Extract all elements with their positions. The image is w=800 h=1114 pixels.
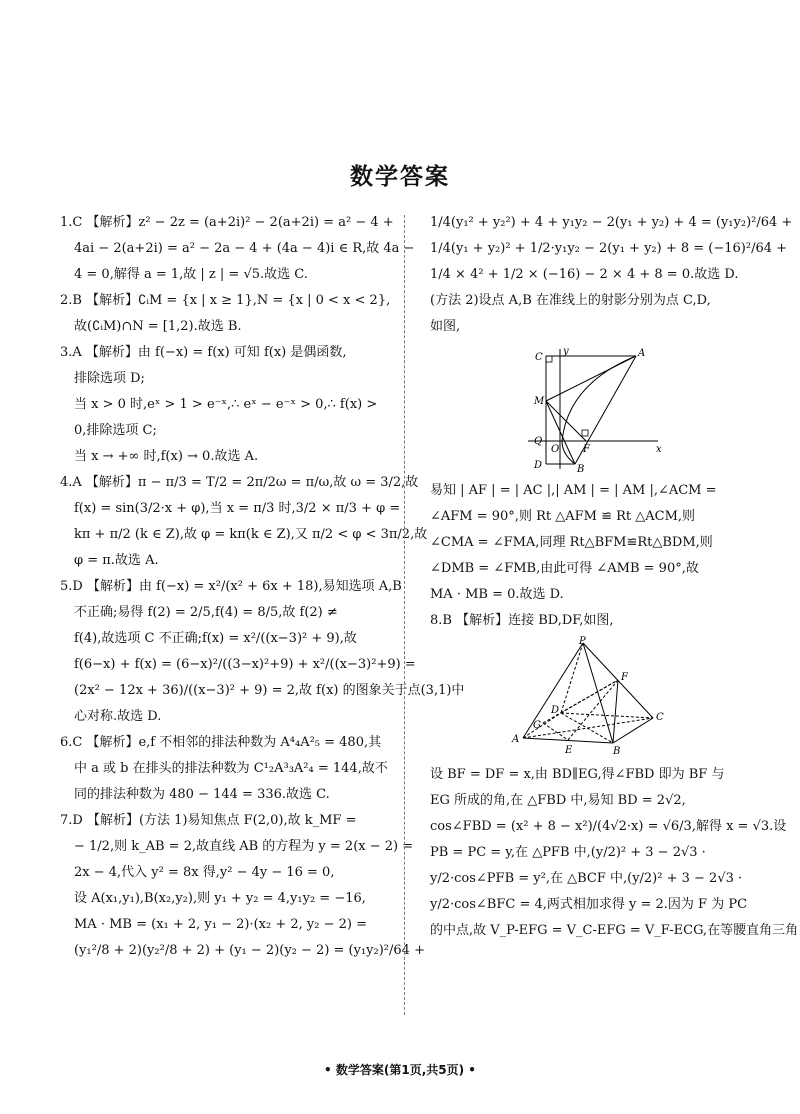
- text-line: MA · MB = (x₁ + 2, y₁ − 2)·(x₂ + 2, y₂ − 2) =: [74, 917, 368, 932]
- text-line: 5.D 【解析】由 f(−x) = x²/(x² + 6x + 18),易知选项 A,B: [60, 579, 402, 594]
- text-line: kπ + π/2 (k ∈ Z),故 φ = kπ(k ∈ Z),又 π/2 < φ < 3π/2,故: [74, 527, 428, 542]
- question-7: [60, 808, 425, 964]
- text-line: 2.B 【解析】∁ᵢM = {x | x ≥ 1},N = {x | 0 < x < 2},: [60, 293, 391, 308]
- q7-continuation: [430, 210, 793, 340]
- column-divider: [404, 215, 405, 1015]
- text-line: 0,排除选项 C;: [74, 423, 157, 438]
- text-line: 同的排法种数为 480 − 144 = 336.故选 C.: [74, 787, 330, 802]
- fig2-label-E: E: [564, 745, 572, 756]
- question-4: [60, 470, 428, 574]
- text-line: 7.D 【解析】(方法 1)易知焦点 F(2,0),故 k_MF =: [60, 813, 357, 828]
- question-5: [60, 574, 465, 730]
- parabola-figure: [518, 344, 668, 474]
- text-line: f(x) = sin(3/2·x + φ),当 x = π/3 时,3/2 × π/3 + φ =: [74, 501, 401, 516]
- text-line: 排除选项 D;: [74, 371, 145, 386]
- text-line: 当 x > 0 时,eˣ > 1 > e⁻ˣ,∴ eˣ − e⁻ˣ > 0,∴ f(x) >: [74, 397, 378, 412]
- text-line: 当 x → +∞ 时,f(x) → 0.故选 A.: [74, 449, 259, 464]
- text-line: 4.A 【解析】π − π/3 = T/2 = 2π/2ω = π/ω,故 ω = 3/2,故: [60, 475, 419, 490]
- text-line: 1.C 【解析】z² − 2z = (a+2i)² − 2(a+2i) = a² − 4 +: [60, 215, 394, 230]
- text-line: 1/4 × 4² + 1/2 × (−16) − 2 × 4 + 8 = 0.故选 D.: [430, 267, 739, 282]
- fig1-label-D: D: [533, 460, 542, 471]
- page-title: 数学答案: [350, 164, 450, 190]
- fig1-label-x: x: [655, 444, 662, 455]
- text-line: 中 a 或 b 在排头的排法种数为 C¹₂A³₃A²₄ = 144,故不: [74, 761, 388, 776]
- text-line: 3.A 【解析】由 f(−x) = f(x) 可知 f(x) 是偶函数,: [60, 345, 347, 360]
- text-line: f(6−x) + f(x) = (6−x)²/((3−x)²+9) + x²/((x−3)²+9) =: [74, 657, 416, 672]
- text-line: 4ai − 2(a+2i) = a² − 2a − 4 + (4a − 4)i ∈ R,故 4a −: [74, 241, 415, 256]
- text-line: cos∠FBD = (x² + 8 − x²)/(4√2·x) = √6/3,解得 x = √3.设: [430, 819, 787, 834]
- text-line: φ = π.故选 A.: [74, 553, 159, 568]
- text-line: (2x² − 12x + 36)/((x−3)² + 9) = 2,故 f(x) 的图象关于点(3,1)中: [74, 683, 465, 698]
- text-line: ∠DMB = ∠FMB,由此可得 ∠AMB = 90°,故: [430, 561, 699, 576]
- text-line: (y₁²/8 + 2)(y₂²/8 + 2) + (y₁ − 2)(y₂ − 2) = (y₁y₂)²/64 +: [74, 943, 425, 958]
- text-line: 1/4(y₁² + y₂²) + 4 + y₁y₂ − 2(y₁ + y₂) + 4 = (y₁y₂)²/64 +: [430, 215, 793, 230]
- fig1-label-F: F: [582, 444, 590, 455]
- text-line: (方法 2)设点 A,B 在准线上的射影分别为点 C,D,: [430, 293, 711, 308]
- fig1-label-Q: Q: [533, 436, 542, 447]
- fig2-label-C: C: [655, 712, 664, 723]
- text-line: y/2·cos∠PFB = y²,在 △BCF 中,(y/2)² + 3 − 2√3 ·: [430, 871, 743, 886]
- text-line: MA · MB = 0.故选 D.: [430, 587, 564, 602]
- question-6: [60, 730, 388, 808]
- text-line: EG 所成的角,在 △FBD 中,易知 BD = 2√2,: [430, 793, 686, 808]
- text-line: ∠AFM = 90°,则 Rt △AFM ≌ Rt △ACM,则: [430, 509, 696, 524]
- fig1-label-B: B: [576, 464, 584, 475]
- fig1-label-A: A: [637, 348, 645, 359]
- text-line: 不正确;易得 f(2) = 2/5,f(4) = 8/5,故 f(2) ≠: [74, 605, 338, 620]
- text-line: 6.C 【解析】e,f 不相邻的排法种数为 A⁴₄A²₅ = 480,其: [60, 735, 382, 750]
- text-line: 4 = 0,解得 a = 1,故 | z | = √5.故选 C.: [74, 267, 308, 282]
- q7-method2-text: [430, 478, 755, 608]
- text-line: 2x − 4,代入 y² = 8x 得,y² − 4y − 16 = 0,: [74, 865, 335, 880]
- text-line: 设 A(x₁,y₁),B(x₂,y₂),则 y₁ + y₂ = 4,y₁y₂ = −16,: [74, 891, 366, 906]
- text-line: 易知 | AF | = | AC |,| AM | = | AM |,∠ACM =: [430, 483, 717, 498]
- text-line: f(4),故选项 C 不正确;f(x) = x²/((x−3)² + 9),故: [74, 631, 357, 646]
- page-footer: • 数学答案(第1页,共5页) •: [324, 1063, 476, 1077]
- pyramid-figure: [503, 638, 683, 758]
- text-line: ∠CMA = ∠FMA,同理 Rt△BFM≌Rt△BDM,则: [430, 535, 713, 550]
- text-line: 心对称.故选 D.: [74, 709, 162, 724]
- fig2-label-G: G: [532, 720, 541, 731]
- text-line: 1/4(y₁ + y₂)² + 1/2·y₁y₂ − 2(y₁ + y₂) + 8 = (−16)²/64 +: [430, 241, 788, 256]
- text-line: − 1/2,则 k_AB = 2,故直线 AB 的方程为 y = 2(x − 2) =: [74, 839, 414, 854]
- question-3: [60, 340, 385, 470]
- fig1-label-M: M: [533, 396, 544, 407]
- fig2-label-D: D: [550, 705, 559, 716]
- text-line: 设 BF = DF = x,由 BD∥EG,得∠FBD 即为 BF 与: [430, 767, 725, 782]
- question-1: [60, 210, 415, 288]
- right-column: [430, 210, 799, 944]
- q8-heading: 8.B 【解析】连接 BD,DF,如图,: [430, 613, 614, 628]
- question-2: [60, 288, 391, 340]
- fig2-label-A: A: [511, 734, 519, 745]
- fig1-label-O: O: [550, 444, 559, 455]
- fig2-label-F: F: [620, 672, 628, 683]
- text-line: 的中点,故 V_P-EFG = V_C-EFG = V_F-ECG,在等腰直角三角: [430, 923, 799, 938]
- fig1-label-y: y: [562, 346, 569, 357]
- q8-solution: [430, 762, 799, 944]
- text-line: PB = PC = y,在 △PFB 中,(y/2)² + 3 − 2√3 ·: [430, 845, 706, 860]
- fig1-label-C: C: [534, 352, 543, 363]
- fig2-label-P: P: [578, 636, 586, 647]
- text-line: 如图,: [430, 319, 461, 334]
- fig2-label-B: B: [612, 746, 620, 757]
- text-line: 故(∁ᵢM)∩N = [1,2).故选 B.: [74, 319, 242, 334]
- text-line: y/2·cos∠BFC = 4,两式相加求得 y = 2.因为 F 为 PC: [430, 897, 748, 912]
